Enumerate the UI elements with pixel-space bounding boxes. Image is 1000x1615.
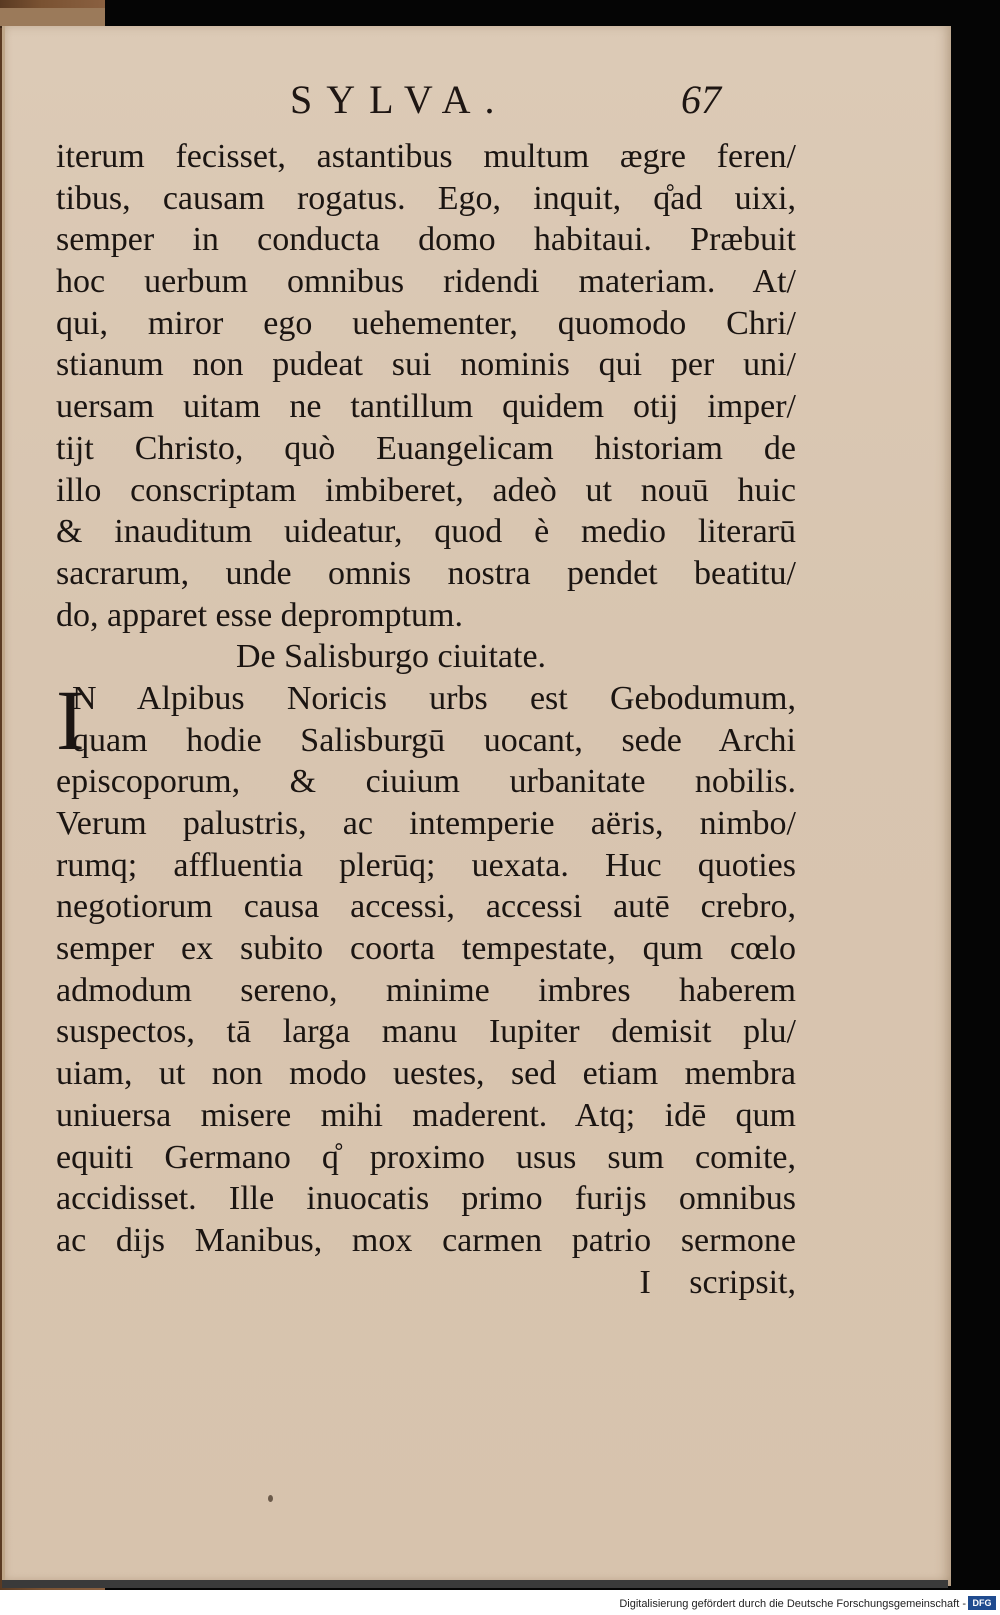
text-line: tijt Christo, quò Euangelicam historiam de	[56, 429, 796, 467]
text-line: rumq; affluentia plerūq; uexata. Huc quoties	[56, 846, 796, 884]
text-line: uiam, ut non modo uestes, sed etiam membra	[56, 1055, 796, 1093]
book-cover-top-edge	[0, 8, 105, 28]
text-line: semper in conducta domo habitaui. Præbuit	[56, 221, 796, 259]
catchword: scripsit,	[689, 1263, 796, 1301]
paper-spot	[268, 1495, 273, 1502]
text-line: illo conscriptam imbiberet, adeò ut nouū huic	[56, 471, 796, 509]
text-line: do, apparet esse depromptum.	[56, 596, 463, 634]
text-line: semper ex subito coorta tempestate, qum cœlo	[56, 930, 796, 968]
running-head: SYLVA.	[290, 77, 509, 122]
text-line: iterum fecisset, astantibus multum ægre feren/	[56, 138, 796, 175]
text-line: hoc uerbum omnibus ridendi materiam. At/	[56, 263, 796, 301]
text-line: accidisset. Ille inuocatis primo furijs omnibus	[56, 1180, 796, 1218]
paragraph-1	[56, 136, 796, 636]
section-heading: De Salisburgo ciuitate.	[236, 638, 547, 676]
text-line: Verum palustris, ac intemperie aëris, nimbo/	[56, 805, 796, 842]
text-line: admodum sereno, minime imbres haberem	[56, 971, 796, 1009]
text-line: N Alpibus Noricis urbs est Gebodumum,	[72, 679, 796, 717]
footer-credit: Digitalisierung gefördert durch die Deutsche Forschungsgemeinschaft -	[619, 1598, 966, 1610]
text-line: stianum non pudeat sui nominis qui per uni/	[56, 346, 796, 384]
text-line: episcoporum, & ciuium urbanitate nobilis.	[56, 763, 796, 801]
text-line: & inauditum uideatur, quod è medio literarū	[56, 513, 796, 551]
text-line: uersam uitam ne tantillum quidem otij imper/	[56, 388, 796, 426]
text-line: uniuersa misere mihi maderent. Atq; idē qum	[56, 1096, 796, 1134]
text-line: quam hodie Salisburgū uocant, sede Archi	[72, 721, 796, 759]
text-line: tibus, causam rogatus. Ego, inquit, q̊ad uixi,	[56, 179, 796, 217]
text-line: qui, miror ego uehementer, quomodo Chri/	[56, 304, 796, 342]
text-line: negotiorum causa accessi, accessi autē crebro,	[56, 888, 796, 926]
page-number: 67	[681, 77, 721, 122]
paragraph-2	[56, 671, 796, 1262]
catchword-line	[56, 1262, 796, 1304]
text-block	[56, 136, 796, 1303]
text-line: equiti Germano q̊ proximo usus sum comite,	[56, 1138, 796, 1176]
dfg-logo-icon: DFG	[968, 1596, 996, 1610]
page-bottom-edge	[2, 1580, 948, 1588]
text-line: suspectos, tā larga manu Iupiter demisit plu/	[56, 1013, 796, 1051]
signature-mark: I	[639, 1263, 651, 1301]
text-line: sacrarum, unde omnis nostra pendet beatitu/	[56, 554, 796, 592]
drop-cap-initial: I	[56, 671, 85, 768]
text-line: ac dijs Manibus, mox carmen patrio sermone	[56, 1221, 796, 1259]
